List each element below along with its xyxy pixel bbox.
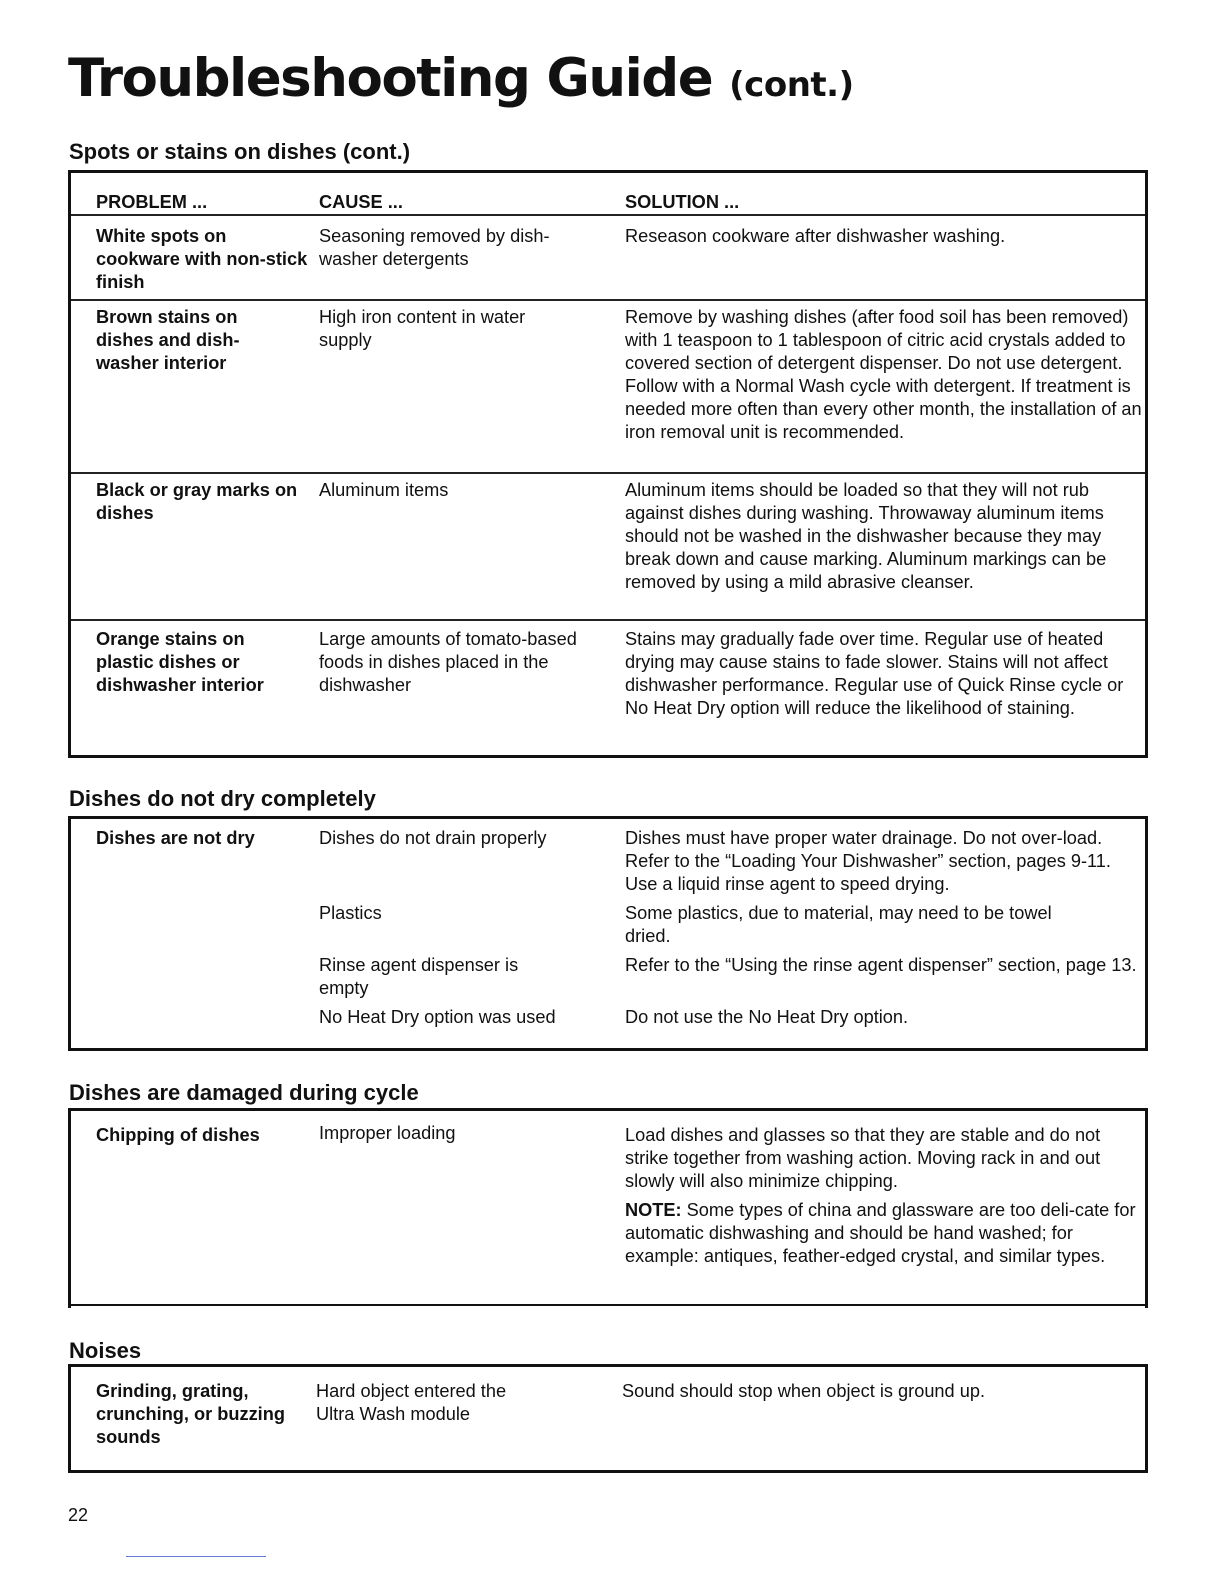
page-number: 22: [68, 1505, 89, 1525]
page-title-suffix: (cont.): [729, 65, 854, 105]
section-heading-dry: Dishes do not dry completely: [69, 786, 376, 811]
solution-cell: Do not use the No Heat Dry option.: [625, 1007, 909, 1027]
row-divider: [71, 619, 1145, 621]
solution-cell: Stains may gradually fade over time. Regular use of heated drying may cause stains to fade slower. Stains will not affect dishwasher performance. Regular use of Quick Rinse cycle or No Heat Dry option will reduce the likelihood of staining.: [625, 629, 1124, 718]
problem-cell: Brown stains on dishes and dish-washer interior: [96, 307, 240, 373]
problem-cell: Grinding, grating, crunching, or buzzing sounds: [96, 1381, 285, 1447]
row-divider: [71, 472, 1145, 474]
dry-table: [68, 816, 1148, 1051]
section-heading-noises: Noises: [69, 1338, 142, 1363]
problem-cell: Orange stains on plastic dishes or dishwasher interior: [96, 629, 264, 695]
damaged-table-bottom-left-rule: [68, 1304, 588, 1306]
solution-cell: Aluminum items should be loaded so that they will not rub against dishes during washing. Throwaway aluminum items should not be washed in the dishwasher because they may break down and cause marking. Aluminum markings can be removed by using a mild abrasive cleanser.: [625, 480, 1107, 592]
cause-cell: Large amounts of tomato-based foods in dishes placed in the dishwasher: [319, 629, 577, 695]
cause-cell: Rinse agent dispenser is empty: [319, 955, 519, 998]
cause-cell: Aluminum items: [319, 480, 449, 500]
solution-cell: Load dishes and glasses so that they are stable and do not strike together from washing action. Moving rack in and out slowly will also minimize chipping.: [625, 1125, 1101, 1191]
page-title-main: Troubleshooting Guide: [68, 48, 713, 109]
row-divider: [71, 214, 1145, 216]
section-heading-spots: Spots or stains on dishes (cont.): [69, 139, 411, 164]
note-text: Some types of china and glassware are too deli-cate for automatic dishwashing and should be hand washed; for example: antiques, feather-edged crystal, and similar types.: [625, 1200, 1136, 1266]
solution-cell: Dishes must have proper water drainage. Do not over-load. Refer to the “Loading Your Dishwasher” section, pages 9-11. Use a liquid rinse agent to speed drying.: [625, 828, 1111, 894]
damaged-table-bottom-right-rule: [586, 1304, 1146, 1306]
damaged-table: [68, 1108, 1148, 1308]
cause-cell: No Heat Dry option was used: [319, 1007, 556, 1027]
solution-cell: Reseason cookware after dishwasher washing.: [625, 226, 1006, 246]
cause-cell: High iron content in water supply: [319, 307, 526, 350]
section-heading-damaged: Dishes are damaged during cycle: [69, 1080, 419, 1105]
solution-cell: Sound should stop when object is ground up.: [622, 1381, 985, 1401]
cause-cell: Improper loading: [319, 1123, 456, 1143]
solution-cell: Some plastics, due to material, may need to be towel dried.: [625, 903, 1052, 946]
header-problem: PROBLEM ...: [96, 192, 208, 212]
solution-cell: Refer to the “Using the rinse agent dispenser” section, page 13.: [625, 955, 1137, 975]
cause-cell: Plastics: [319, 903, 382, 923]
problem-cell: Black or gray marks on dishes: [96, 480, 298, 523]
header-solution: SOLUTION ...: [625, 192, 740, 212]
row-divider: [71, 299, 1145, 301]
cause-cell: Seasoning removed by dish-washer detergents: [319, 226, 550, 269]
footer-rule: [126, 1556, 266, 1557]
cause-cell: Hard object entered the Ultra Wash module: [316, 1381, 507, 1424]
problem-cell: White spots on cookware with non-stick finish: [96, 226, 308, 292]
noises-table: [68, 1364, 1148, 1473]
problem-cell: Chipping of dishes: [96, 1125, 260, 1145]
problem-cell: Dishes are not dry: [96, 828, 255, 848]
note-paragraph: [625, 1199, 1145, 1268]
cause-cell: Dishes do not drain properly: [319, 828, 547, 848]
header-cause: CAUSE ...: [319, 192, 403, 212]
note-label: NOTE:: [625, 1200, 682, 1220]
page-title: [68, 48, 854, 109]
solution-cell: Remove by washing dishes (after food soil has been removed) with 1 teaspoon to 1 tablespoon of citric acid crystals added to covered section of detergent dispenser. Do not use detergent. Follow with a Normal Wash cycle with detergent. If treatment is needed more often than every other month, the installation of an iron removal unit is recommended.: [625, 307, 1142, 442]
spots-table: [68, 170, 1148, 758]
